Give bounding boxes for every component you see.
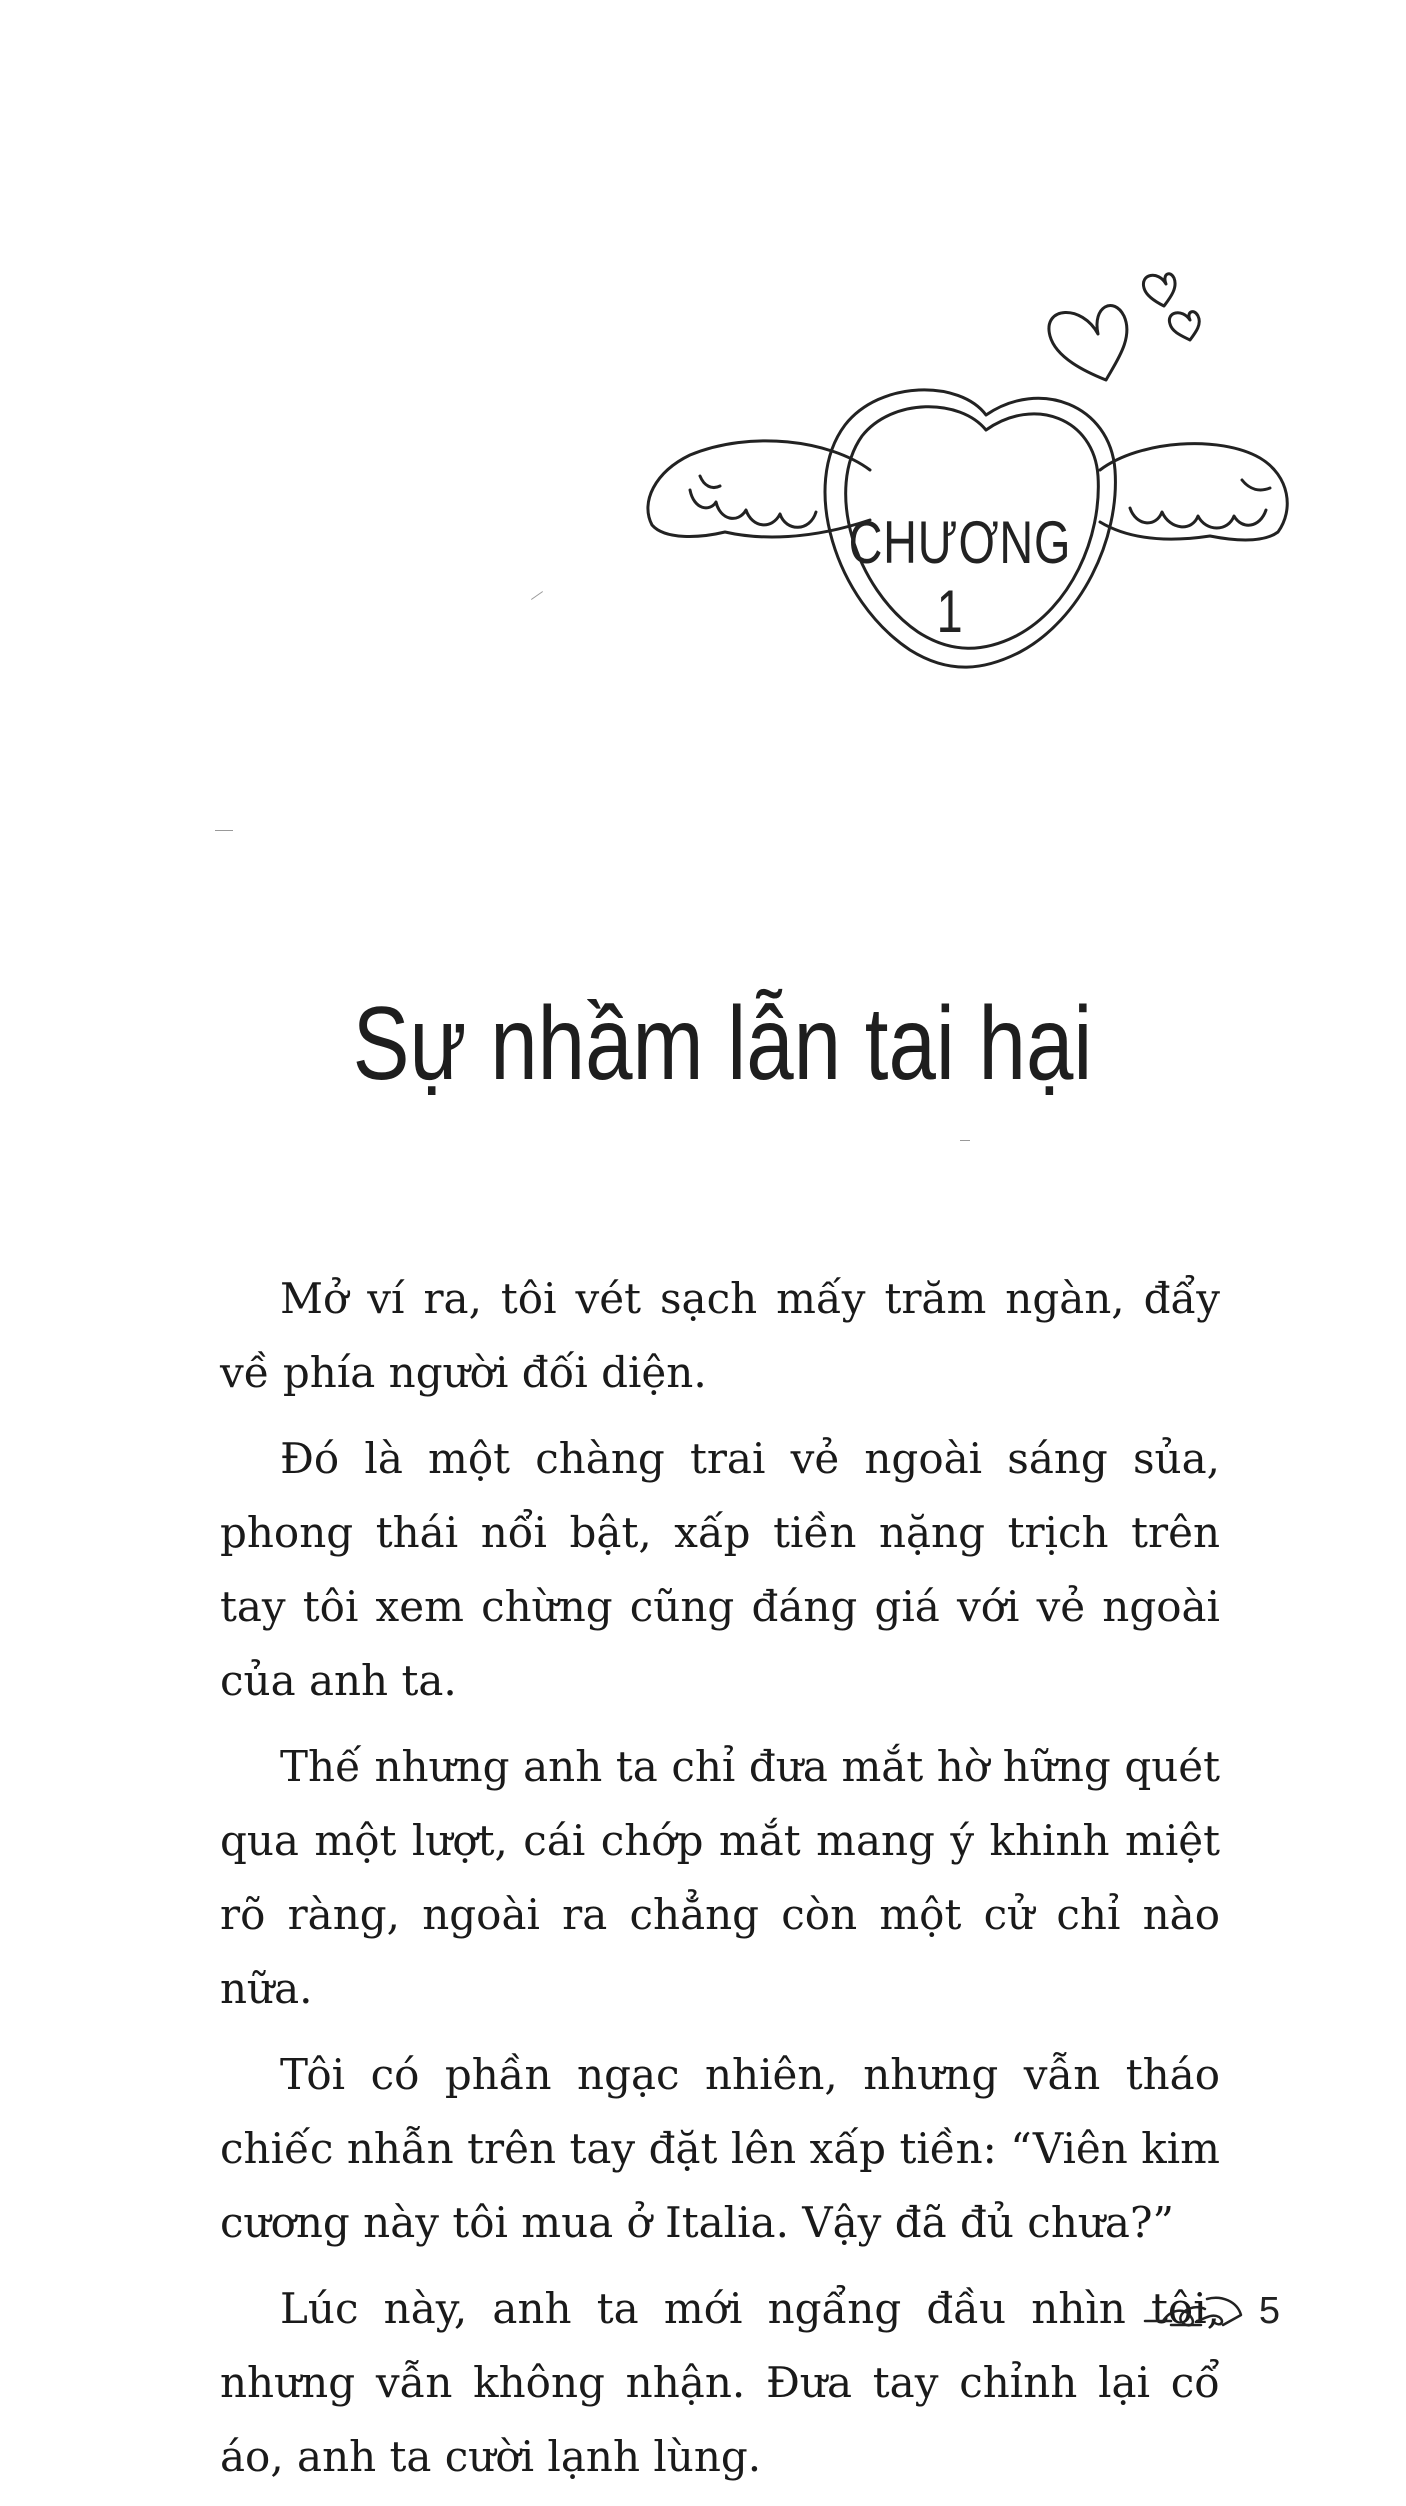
page-speck [531, 591, 543, 600]
paragraph: Tôi có phần ngạc nhiên, nhưng vẫn tháo chiếc nhẫn trên tay đặt lên xấp tiền: “Viên kim cương này tôi mua ở Italia. Vậy đã đủ chưa?” [220, 2050, 1220, 2247]
paragraph: Đó là một chàng trai vẻ ngoài sáng sủa, phong thái nổi bật, xấp tiền nặng trịch trên tay tôi xem chừng cũng đáng giá với vẻ ngoài của anh ta. [220, 1434, 1220, 1705]
page-number: 5 [1258, 2289, 1280, 2332]
paragraph: Mở ví ra, tôi vét sạch mấy trăm ngàn, đẩy về phía người đối diện. [220, 1274, 1220, 1397]
right-wing-icon [1100, 444, 1287, 540]
paragraph: Thế nhưng anh ta chỉ đưa mắt hờ hững quét qua một lượt, cái chớp mắt mang ý khinh miệt rõ ràng, ngoài ra chẳng còn một cử chỉ nào nữa. [220, 1742, 1220, 2013]
heart-icon [1143, 274, 1175, 306]
page-footer [1141, 2291, 1280, 2331]
page-speck [215, 830, 233, 831]
chapter-body [220, 1262, 1220, 2506]
heart-icon [1049, 306, 1127, 380]
doodle-swirl-icon [1141, 2291, 1251, 2331]
winged-heart-icon [630, 240, 1290, 760]
paragraph: Lúc này, anh ta mới ngẩng đầu nhìn tôi, nhưng vẫn không nhận. Đưa tay chỉnh lại cổ áo, anh ta cười lạnh lùng. [220, 2284, 1220, 2481]
left-wing-icon [648, 441, 870, 537]
chapter-label: CHƯƠNG 1 [848, 509, 1072, 645]
chapter-title: Sự nhầm lẫn tai hại [352, 986, 1093, 1102]
heart-icon [1169, 312, 1199, 340]
page-speck [960, 1140, 970, 1141]
